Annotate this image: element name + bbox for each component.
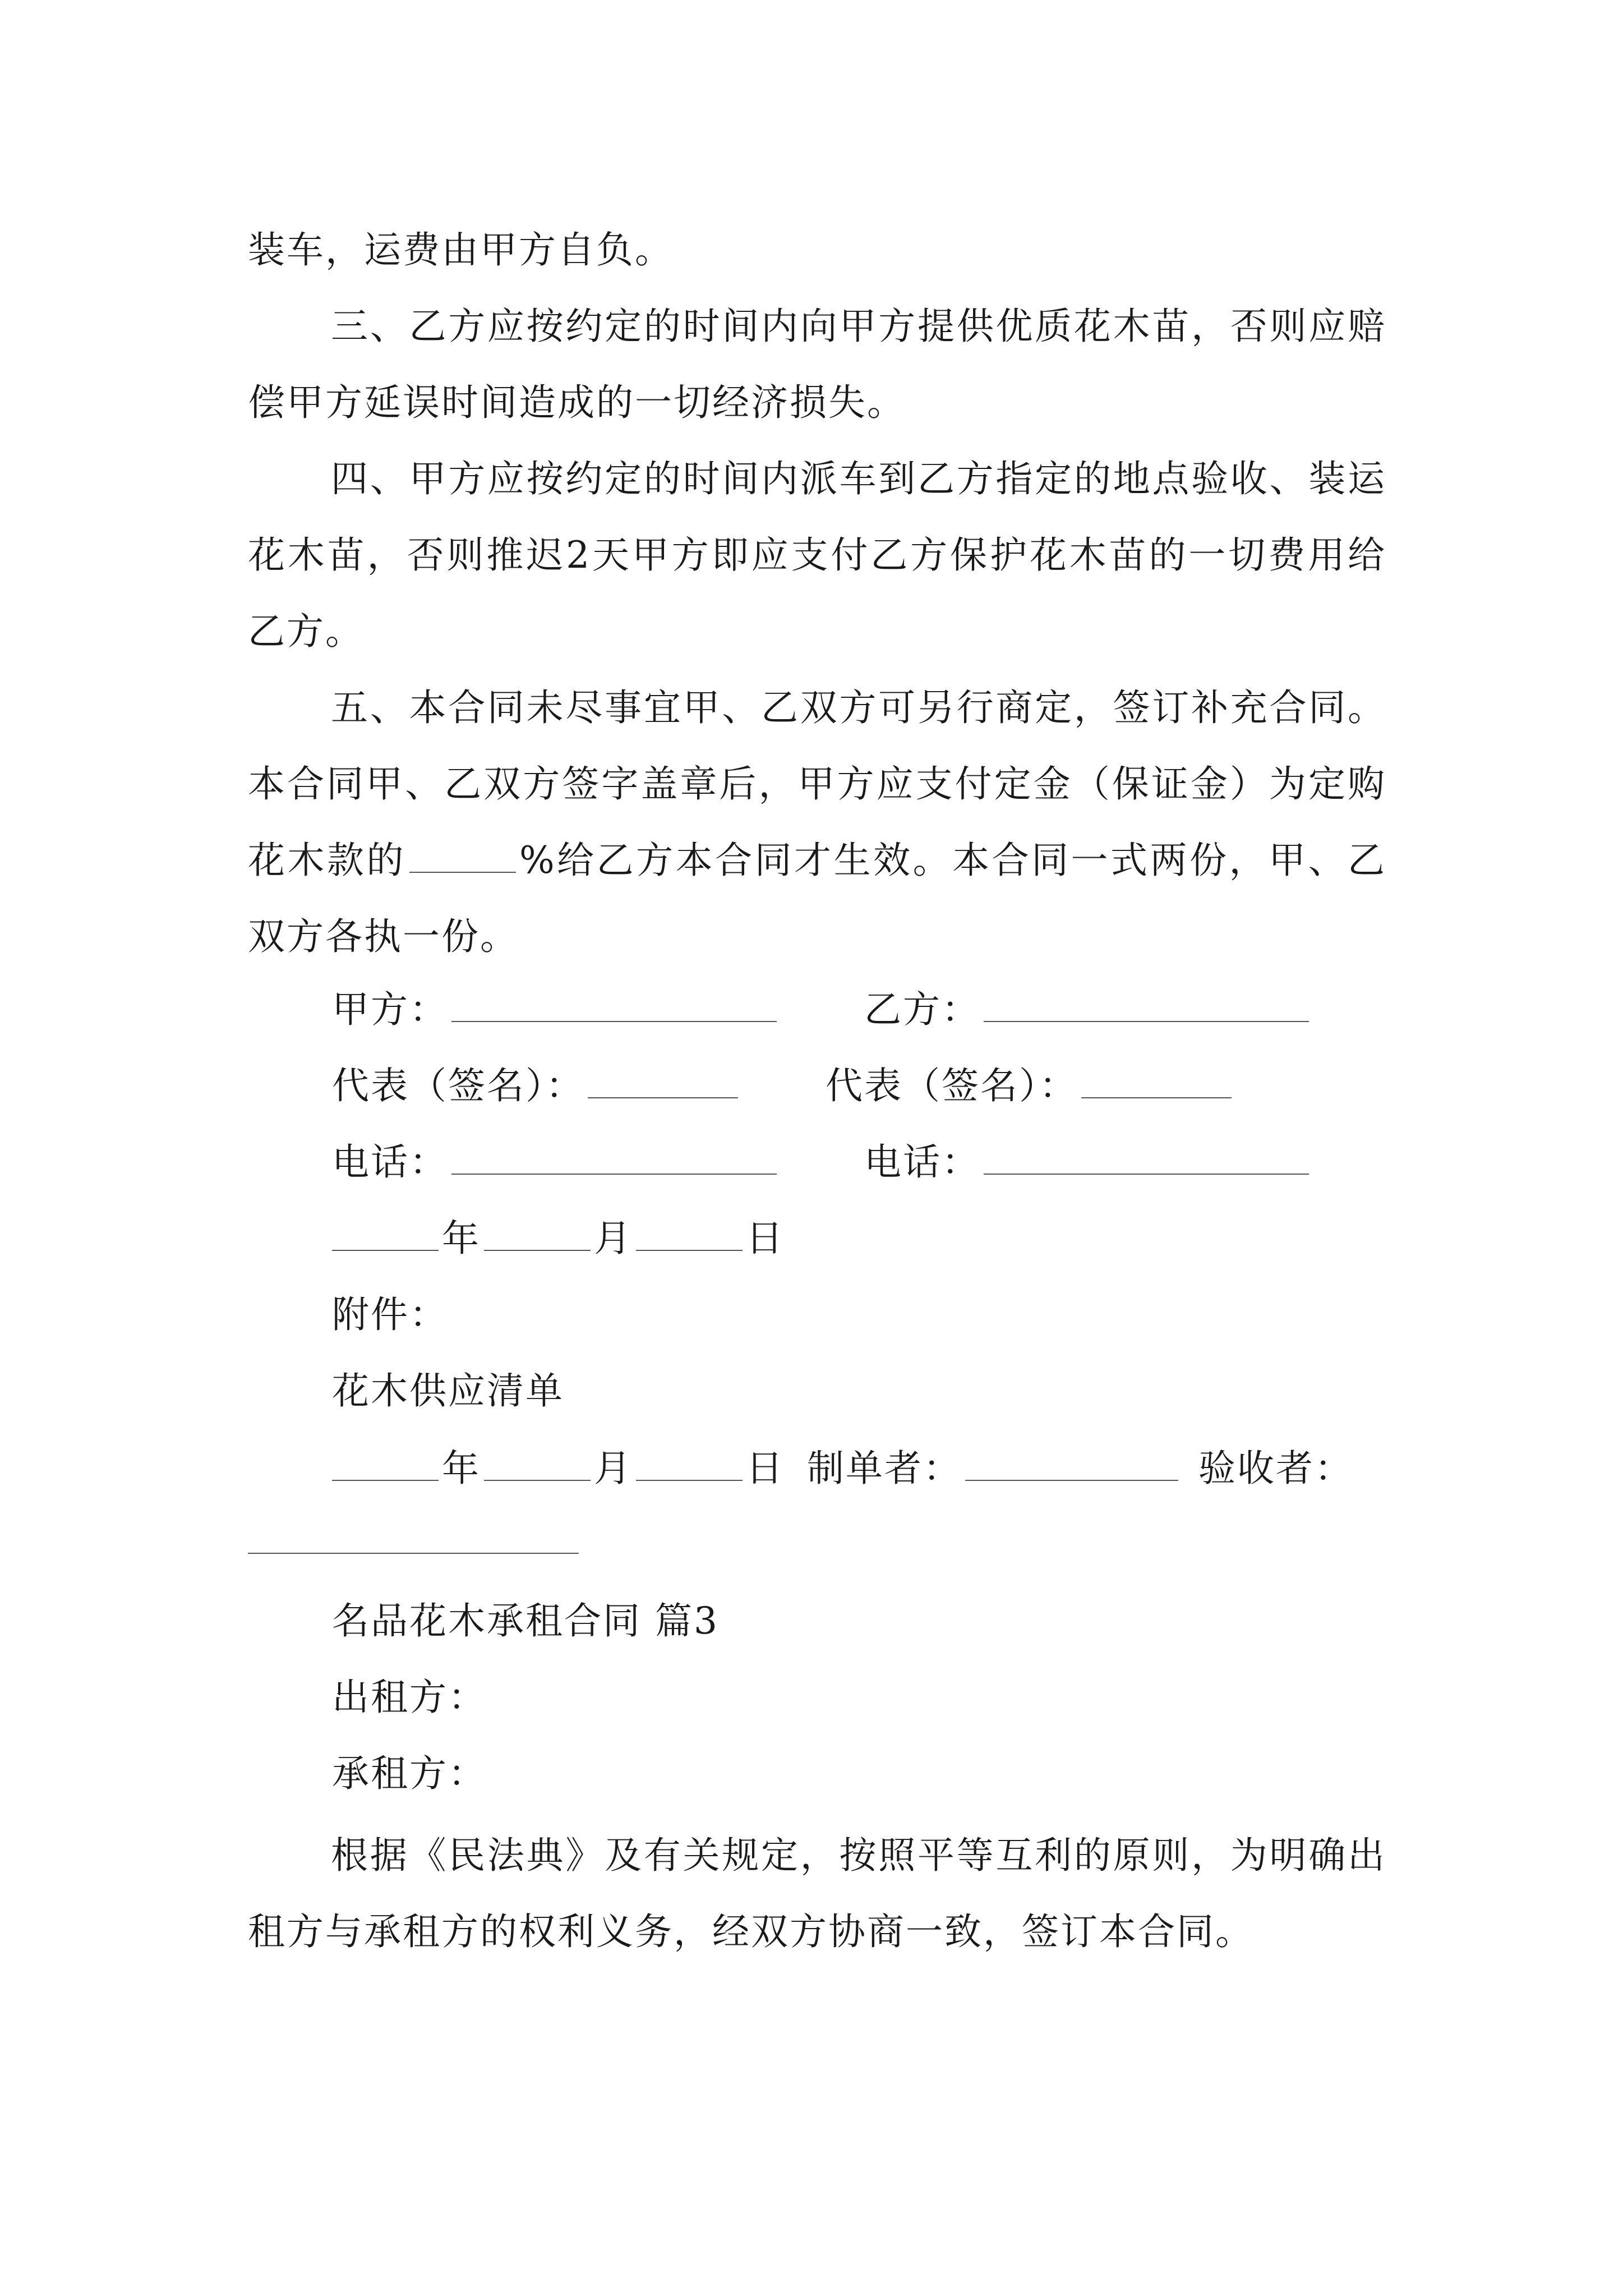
list-signoff-row	[332, 1446, 1353, 1491]
lessee-label: 承租方：	[332, 1752, 487, 1795]
date-row	[332, 1216, 785, 1261]
month-label: 月	[594, 1217, 633, 1260]
day2-label: 日	[746, 1447, 785, 1490]
preamble-paragraph	[248, 1818, 1386, 1970]
phone-row	[332, 1140, 1312, 1185]
paragraph-continuation	[248, 212, 1386, 288]
lessor-label: 出租方：	[332, 1676, 487, 1719]
phone-a-label: 电话：	[332, 1140, 448, 1184]
party-a-label: 甲方：	[332, 988, 448, 1031]
rep-b-label: 代表（签名）：	[826, 1064, 1078, 1107]
year-blank	[332, 1216, 439, 1251]
year2-label: 年	[442, 1447, 481, 1490]
phone-b-blank	[984, 1140, 1309, 1175]
phone-a-blank	[451, 1140, 777, 1175]
year-label: 年	[442, 1217, 481, 1260]
clause-three	[248, 288, 1386, 441]
month-blank	[484, 1216, 591, 1251]
section-title: 名品花木承租合同 篇3	[332, 1599, 719, 1642]
day2-blank	[636, 1446, 743, 1481]
attachment-title: 花木供应清单	[332, 1369, 564, 1412]
paragraph-text: 三、乙方应按约定的时间内向甲方提供优质花木苗，否则应赔偿甲方延误时间造成的一切经济损失。	[248, 305, 1386, 424]
party-b-label: 乙方：	[864, 988, 980, 1031]
clause-four	[248, 441, 1386, 670]
paragraph-text: 四、甲方应按约定的时间内派车到乙方指定的地点验收、装运花木苗，否则推迟2天甲方即应支付乙方保护花木苗的一切费用给乙方。	[248, 457, 1386, 653]
rep-b-blank	[1081, 1064, 1232, 1098]
paragraph-text: 根据《民法典》及有关规定，按照平等互利的原则，为明确出租方与承租方的权利义务，经双方协商一致，签订本合同。	[248, 1834, 1386, 1953]
year2-blank	[332, 1446, 439, 1481]
paragraph-text: 五、本合同未尽事宜甲、乙双方可另行商定，签订补充合同。本合同甲、乙双方签字盖章后，甲方应支付定金（保证金）为定购花木款的	[248, 686, 1386, 882]
checker-label: 验收者：	[1198, 1447, 1353, 1490]
representative-row	[332, 1064, 1235, 1108]
party-row	[332, 987, 1312, 1032]
maker-blank	[965, 1446, 1178, 1481]
clause-five	[248, 670, 1386, 975]
phone-b-label: 电话：	[864, 1140, 980, 1184]
party-a-blank	[451, 987, 777, 1022]
paragraph-text: 装车，运费由甲方自负。	[248, 228, 674, 272]
maker-label: 制单者：	[807, 1447, 962, 1490]
checker-blank	[248, 1553, 579, 1554]
attachment-label: 附件：	[332, 1293, 448, 1336]
month2-label: 月	[594, 1447, 633, 1490]
rep-a-label: 代表（签名）：	[332, 1064, 584, 1107]
paragraph-text: %给乙方本合同才生效。本合同一式两份，甲、乙双方各执一份。	[248, 839, 1386, 958]
day-blank	[636, 1216, 743, 1251]
rep-a-blank	[588, 1064, 738, 1098]
month2-blank	[484, 1446, 591, 1481]
percent-blank	[409, 838, 516, 873]
day-label: 日	[746, 1217, 785, 1260]
party-b-blank	[984, 987, 1309, 1022]
